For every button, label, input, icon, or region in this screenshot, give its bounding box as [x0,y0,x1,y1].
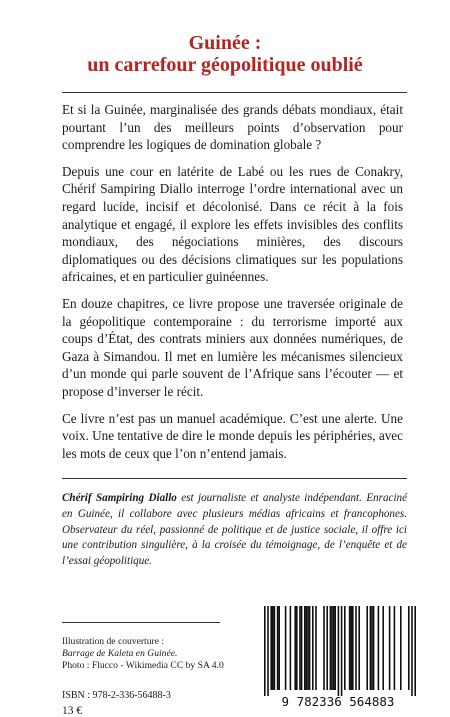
barcode-bar [323,606,325,690]
barcode-bar [272,606,274,690]
barcode-bar [338,606,340,696]
barcode-bar [371,606,373,690]
barcode-bar [330,606,332,690]
isbn: ISBN : 978-2-336-56488-3 [62,690,171,701]
barcode-bar [411,606,413,696]
bio-divider [62,478,407,479]
barcode-bar [301,606,303,690]
barcode-bar [326,606,328,690]
barcode-bar [296,606,298,690]
blurb-paragraph-2: Depuis une cour en latérite de Labé ou les rues de Conakry, Chérif Sampiring Diallo interroge l’ordre international avec un regard lucide, incisif et décolonisé. Dans ce récit à la fois analytique et engagé, il explore les effets invisibles des conflits mondiaux, des négociations minières, des discours diplomatiques ou des décisions climatiques sur les populations africaines, et en particulier guinéennes. [62,163,403,285]
credit-caption: Barrage de Kaleta en Guinée. [62,647,178,659]
barcode-bar [350,606,352,690]
barcode-bar [382,606,384,690]
barcode-bar [389,606,391,690]
barcode-bar [349,606,351,690]
isbn-barcode [246,602,422,710]
barcode-bar [344,606,346,690]
book-title-line1: Guinée : [188,32,262,54]
barcode-bar [290,606,292,690]
barcode-bar [306,606,308,690]
barcode-bar [333,606,335,690]
barcode-bar [400,606,402,690]
author-name: Chérif Sampiring Diallo [62,492,177,504]
blurb-paragraph-1: Et si la Guinée, marginalisée des grands débats mondiaux, était pourtant l’un des meilleurs points d’observation pour comprendre les logiques de domination globale ? [62,102,403,153]
blurb [62,101,403,471]
barcode-bar [378,606,380,690]
credit-label: Illustration de couverture : [62,636,165,647]
barcode-digits: 9 782336 564883 [281,694,395,709]
barcode-bar [294,606,296,690]
blurb-paragraph-3: En douze chapitres, ce livre propose une traversée originale de la géopolitique contemporaine : du terrorisme importé aux coups d’État, des contrats miniers aux données numériques, de Gaza à Simandou. Il met en lumière les mécanismes silencieux d’un monde qui parle souvent de l’Afrique sans l’écouter — et propose d’inverser le récit. [62,295,403,399]
blurb-paragraph-4: Ce livre n’est pas un manuel académique. C’est une alerte. Une voix. Une tentative de dire le monde depuis les périphéries, avec les mots de ceux que l’on n’entend jamais. [62,410,403,461]
barcode-bar [414,606,416,696]
barcode-bar [408,606,410,690]
barcode-bar [312,606,314,690]
barcode-bar [331,606,333,690]
barcode-bar [334,606,336,690]
barcode-bar [264,606,266,696]
credit-photo: Photo : Flucco - Wikimedia CC by SA 4.0 [62,659,224,671]
barcode-bar [370,606,372,690]
barcode-bar [278,606,280,690]
barcode-bar [309,606,311,690]
barcode-bar [270,606,272,690]
barcode-bar [277,606,279,690]
barcode-bar [355,606,357,690]
barcode-bar [315,606,317,690]
barcode-bar [394,606,396,690]
barcode-bar [285,606,287,690]
barcode-bar [366,606,368,690]
barcode-bar [373,606,375,690]
barcode-bar [307,606,309,690]
price: 13 € [62,705,83,717]
barcode-bar [267,606,269,696]
book-title-line2: un carrefour géopolitique oublié [87,54,363,76]
barcode-bar [299,606,301,690]
barcode-bar [358,606,360,690]
barcode-bar [352,606,354,690]
cover-credits [62,636,224,671]
barcode-bar [274,606,276,690]
author-bio-text: est journaliste et analyste indépendant. Enraciné en Guinée, il collabore avec plusieurs médias africains et francophones. Observateur du réel, passionné de politique et de justice sociale, il offre ici une contribution singulière, à la croisée du témoignage, de l’enquête et de l’essai géopolitique. [62,492,407,568]
author-bio [62,491,407,570]
barcode-bar [304,606,306,690]
bottom-divider [62,622,220,623]
barcode-bar [341,606,343,696]
top-divider [62,92,407,93]
